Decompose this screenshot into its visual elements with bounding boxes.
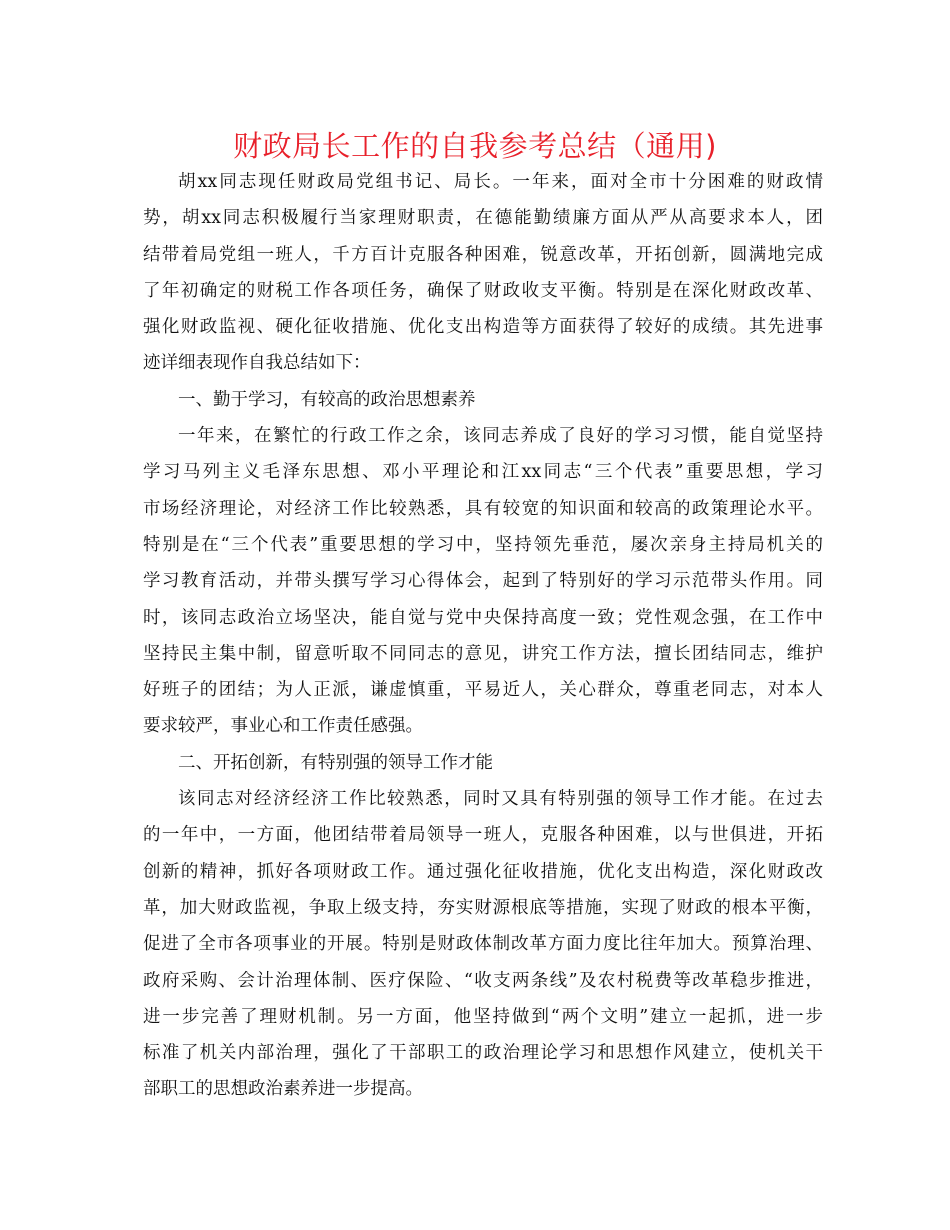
paragraph-2-line-7: 坚持民主集中制，留意听取不同同志的意见，讲究工作方法，擅长团结同志，维护 bbox=[143, 643, 823, 664]
paragraph-3-line-3: 创新的精神，抓好各项财政工作。通过强化征收措施，优化支出构造，深化财政改 bbox=[143, 861, 823, 882]
paragraph-2-line-8: 好班子的团结；为人正派，谦虚慎重，平易近人，关心群众，尊重老同志，对本人 bbox=[143, 680, 823, 701]
paragraph-3-line-6: 政府采购、会计治理体制、医疗保险、“收支两条线”及农村税费等改革稳步推进， bbox=[143, 970, 823, 991]
paragraph-1-line-6: 迹详细表现作自我总结如下： bbox=[143, 353, 371, 374]
paragraph-2-line-3: 市场经济理论，对经济工作比较熟悉，具有较宽的知识面和较高的政策理论水平。 bbox=[143, 498, 823, 519]
paragraph-1-line-2: 势，胡xx同志积极履行当家理财职责，在德能勤绩廉方面从严从高要求本人，团 bbox=[143, 208, 823, 229]
paragraph-3-line-4: 革，加大财政监视，争取上级支持，夯实财源根底等措施，实现了财政的根本平衡， bbox=[143, 897, 823, 918]
paragraph-2-line-2: 学习马列主义毛泽东思想、邓小平理论和江xx同志“三个代表”重要思想，学习 bbox=[143, 462, 823, 483]
paragraph-2-line-9: 要求较严，事业心和工作责任感强。 bbox=[143, 716, 423, 737]
paragraph-3-line-9: 部职工的思想政治素养进一步提高。 bbox=[143, 1079, 423, 1100]
paragraph-1-line-1: 胡xx同志现任财政局党组书记、局长。一年来，面对全市十分困难的财政情 bbox=[178, 172, 823, 192]
paragraph-2-line-4: 特别是在“三个代表”重要思想的学习中，坚持领先垂范，屡次亲身主持局机关的 bbox=[143, 534, 823, 555]
paragraph-3-line-5: 促进了全市各项事业的开展。特别是财政体制改革方面力度比往年加大。预算治理、 bbox=[143, 934, 823, 955]
paragraph-1-line-3: 结带着局党组一班人，千方百计克服各种困难，锐意改革，开拓创新，圆满地完成 bbox=[143, 244, 823, 265]
paragraph-1-line-5: 强化财政监视、硬化征收措施、优化支出构造等方面获得了较好的成绩。其先进事 bbox=[143, 317, 823, 338]
paragraph-2-line-6: 时，该同志政治立场坚决，能自觉与党中央保持高度一致；党性观念强，在工作中 bbox=[143, 607, 823, 628]
paragraph-3-line-1: 该同志对经济经济工作比较熟悉，同时又具有特别强的领导工作才能。在过去 bbox=[178, 789, 823, 810]
paragraph-2-line-5: 学习教育活动，并带头撰写学习心得体会，起到了特别好的学习示范带头作用。同 bbox=[143, 571, 823, 592]
document-title: 财政局长工作的自我参考总结（通用) bbox=[233, 129, 717, 163]
paragraph-2-line-1: 一年来，在繁忙的行政工作之余，该同志养成了良好的学习习惯，能自觉坚持 bbox=[178, 426, 823, 447]
paragraph-3-line-8: 标准了机关内部治理，强化了干部职工的政治理论学习和思想作风建立，使机关干 bbox=[143, 1043, 823, 1064]
section-heading-1: 一、勤于学习，有较高的政治思想素养 bbox=[178, 389, 476, 410]
paragraph-3-line-7: 进一步完善了理财机制。另一方面，他坚持做到“两个文明”建立一起抓，进一步 bbox=[143, 1006, 823, 1027]
paragraph-3-line-2: 的一年中，一方面，他团结带着局领导一班人，克服各种困难，以与世俱进，开拓 bbox=[143, 825, 823, 846]
paragraph-1-line-4: 了年初确定的财税工作各项任务，确保了财政收支平衡。特别是在深化财政改革、 bbox=[143, 280, 823, 301]
section-heading-2: 二、开拓创新，有特别强的领导工作才能 bbox=[178, 752, 493, 773]
document-body bbox=[143, 164, 823, 1108]
